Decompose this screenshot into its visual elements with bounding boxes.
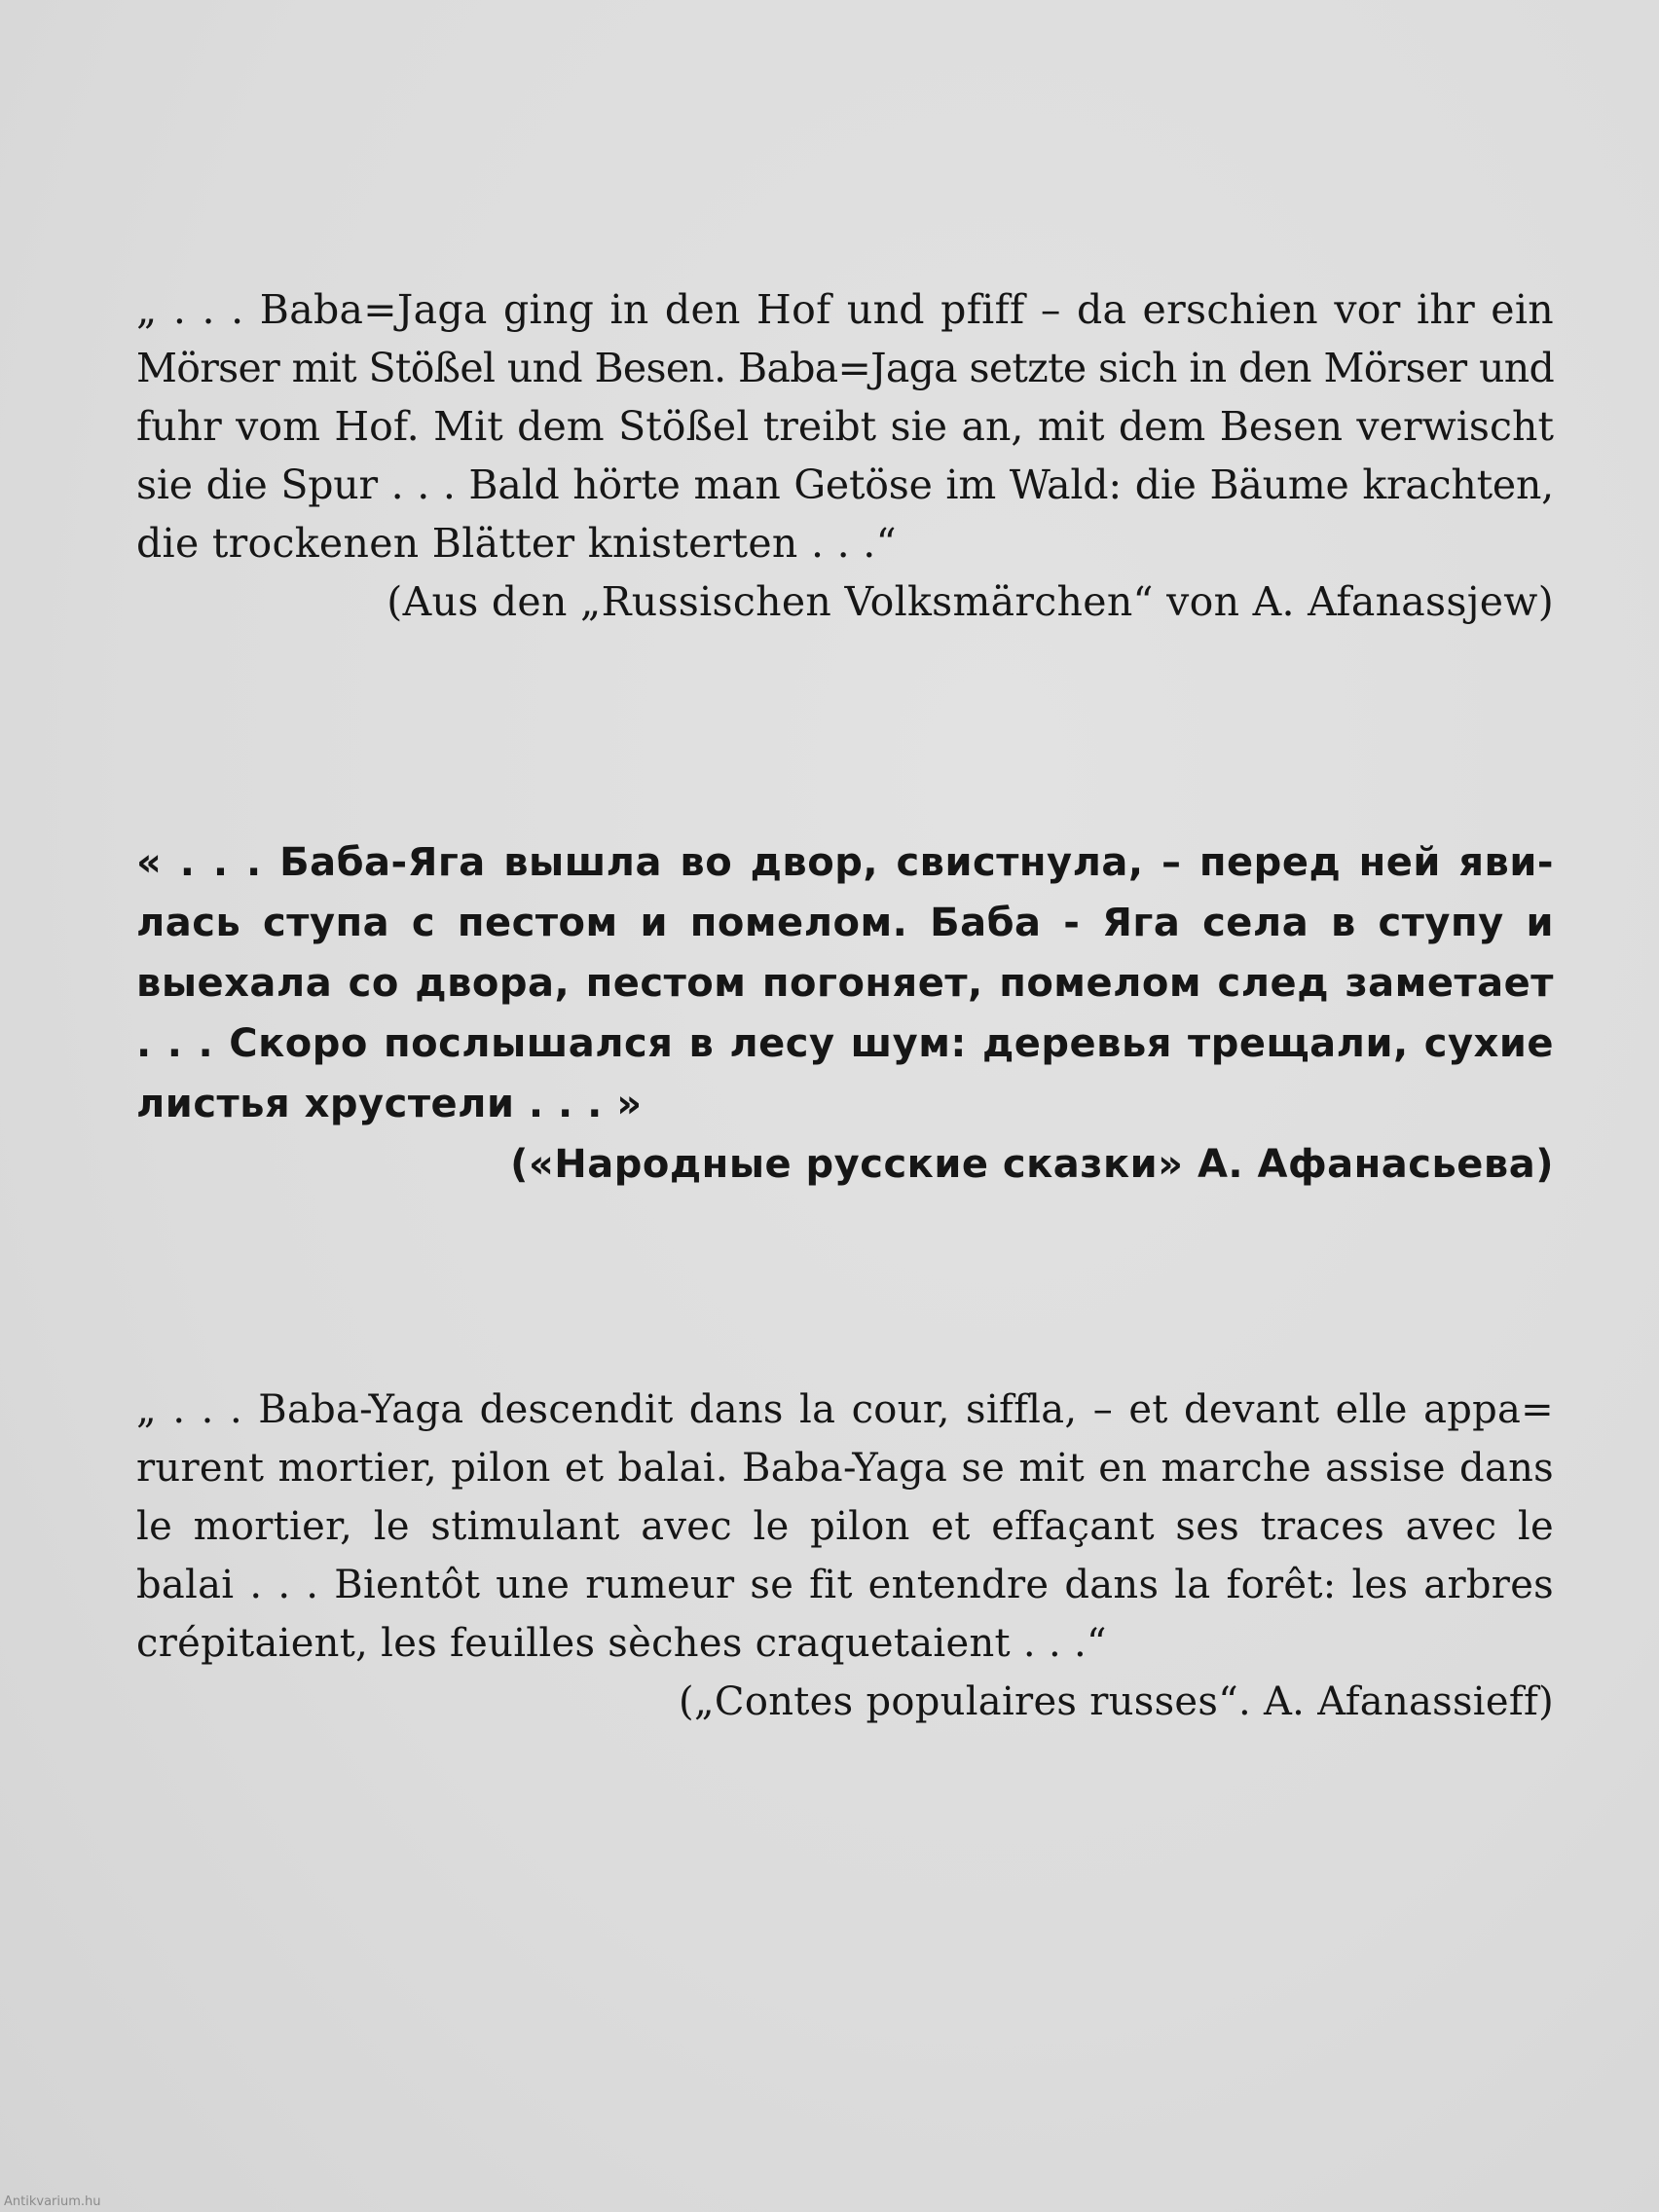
french-quote-line: balai . . . Bientôt une rumeur se fit entendre dans la forêt: les arbres — [136, 1563, 1554, 1607]
russian-quote-line: . . . Скоро послышался в лесу шум: деревья трещали, сухие — [136, 1021, 1554, 1066]
watermark: Antikvarium.hu — [4, 2194, 101, 2209]
french-quote-line: rurent mortier, pilon et balai. Baba-Yaga se mit en marche assise dans — [136, 1446, 1554, 1491]
russian-quote-line: « . . . Баба-Яга вышла во двор, свистнула, – перед ней яви- — [136, 840, 1554, 885]
german-quote-line: sie die Spur . . . Bald hörte man Getöse im Wald: die Bäume krachten, — [136, 461, 1554, 508]
french-quote-block — [136, 1381, 1554, 1731]
russian-quote-source: («Народные русские сказки» А. Афанасьева) — [510, 1142, 1554, 1187]
german-quote-source: (Aus den „Russischen Volksmärchen“ von A. Afanassjew) — [387, 578, 1554, 625]
russian-quote-block — [136, 832, 1554, 1195]
french-quote-source: („Contes populaires russes“. A. Afanassieff) — [678, 1679, 1554, 1724]
russian-quote-line: листья хрустели . . . » — [136, 1082, 643, 1126]
german-quote-line: die trockenen Blätter knisterten . . .“ — [136, 520, 897, 567]
french-quote-line: crépitaient, les feuilles sèches craquetaient . . .“ — [136, 1621, 1107, 1666]
russian-quote-line: выехала со двора, пестом погоняет, помелом след заметает — [136, 961, 1554, 1006]
german-quote-line: Mörser mit Stößel und Besen. Baba=Jaga setzte sich in den Mörser und — [136, 345, 1554, 391]
french-quote-line: „ . . . Baba-Yaga descendit dans la cour, siffla, – et devant elle appa= — [136, 1387, 1554, 1432]
german-quote-block — [136, 280, 1554, 631]
german-quote-line: fuhr vom Hof. Mit dem Stößel treibt sie an, mit dem Besen verwischt — [136, 403, 1554, 450]
french-quote-line: le mortier, le stimulant avec le pilon et effaçant ses traces avec le — [136, 1504, 1554, 1549]
german-quote-line: „ . . . Baba=Jaga ging in den Hof und pfiff – da erschien vor ihr ein — [136, 286, 1554, 333]
russian-quote-line: лась ступа с пестом и помелом. Баба - Яга села в ступу и — [136, 901, 1554, 945]
